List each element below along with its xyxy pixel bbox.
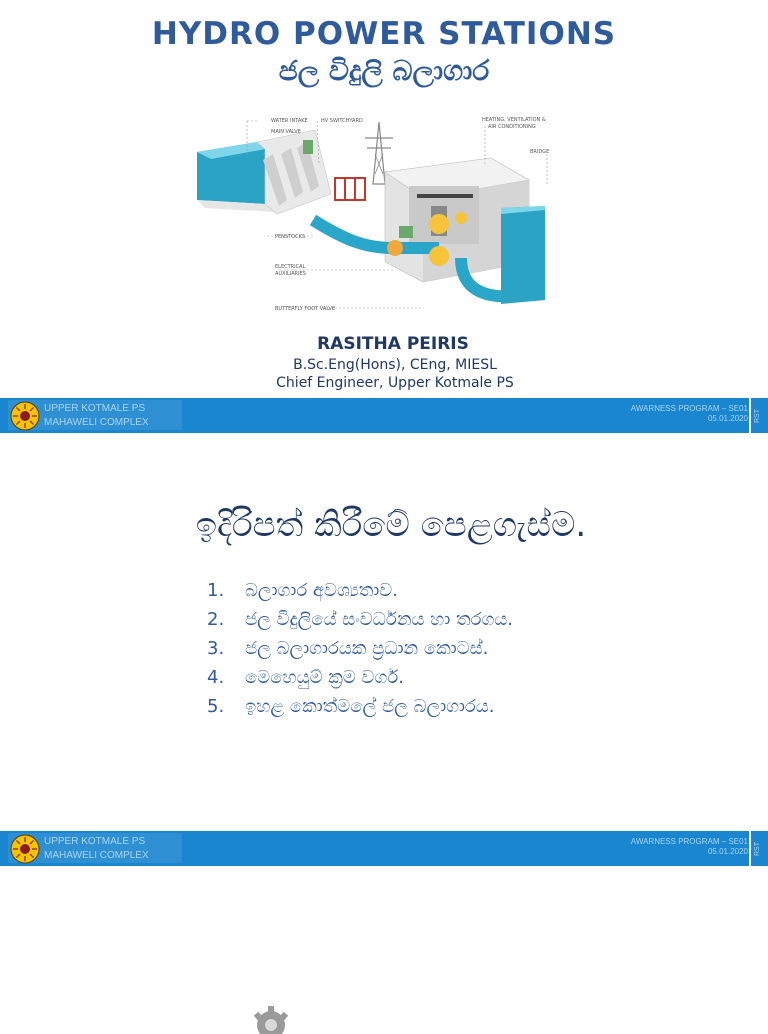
- label-hvac-1: HEATING, VENTILATION &: [482, 117, 546, 123]
- program-date: 05.01.2020: [707, 847, 748, 856]
- slide-footer: [0, 831, 768, 866]
- agenda-text: ජල බලාගාරයක ප්‍රධාන කොටස්.: [245, 638, 489, 659]
- org-complex: MAHAWELI COMPLEX: [44, 850, 149, 861]
- ceb-logo-icon: [10, 401, 40, 431]
- agenda-text: ජල විදුලියේ සංවර්ධනය හා තරගය.: [245, 609, 514, 630]
- slide-title-english: HYDRO POWER STATIONS: [151, 16, 617, 52]
- author-tag: RST: [754, 409, 761, 423]
- agenda-number: 4.: [207, 667, 225, 688]
- author-role: Chief Engineer, Upper Kotmale PS: [276, 375, 514, 391]
- agenda-item: [207, 636, 747, 665]
- program-date: 05.01.2020: [707, 414, 748, 423]
- label-hvac-2: AIR CONDITIONING: [488, 124, 536, 130]
- label-electrical-1: ELECTRICAL: [275, 264, 306, 270]
- org-name: UPPER KOTMALE PS: [44, 836, 146, 847]
- agenda-text: බලාගාර අවශ්‍යතාව.: [245, 580, 398, 601]
- agenda-item: [207, 578, 747, 607]
- agenda-item: [207, 665, 747, 694]
- label-penstocks: PENSTOCKS: [275, 234, 306, 240]
- agenda-list: [207, 578, 747, 723]
- slide-title-sinhala: ජල විදුලි බලාගාර: [278, 54, 490, 87]
- title-slide: [0, 0, 768, 398]
- agenda-title: ඉදිරිපත් කිරීමේ පෙළගැස්ම.: [195, 505, 587, 545]
- hydro-station-diagram: [195, 114, 555, 320]
- agenda-number: 2.: [207, 609, 225, 630]
- agenda-number: 3.: [207, 638, 225, 659]
- org-complex: MAHAWELI COMPLEX: [44, 417, 149, 428]
- label-bridge: BRIDGE: [530, 149, 550, 155]
- footer-divider: [749, 398, 751, 433]
- label-electrical-2: AUXILIARIES: [275, 271, 306, 277]
- label-water-intake: WATER INTAKE: [271, 118, 308, 124]
- label-hv-switchyard: HV SWITCHYARD: [321, 118, 363, 124]
- gear-icon: [250, 1004, 292, 1034]
- label-main-valve: MAIN VALVE: [271, 129, 301, 135]
- ceb-logo-icon: [10, 834, 40, 864]
- author-credentials: B.Sc.Eng(Hons), CEng, MIESL: [293, 357, 497, 373]
- agenda-item: [207, 607, 747, 636]
- org-name: UPPER KOTMALE PS: [44, 403, 146, 414]
- slide-footer: [0, 398, 768, 433]
- program-label: AWARNESS PROGRAM – SE01: [630, 837, 748, 846]
- footer-divider: [749, 831, 751, 866]
- agenda-text: ඉහළ කොත්මලේ ජල බලාගාරය.: [245, 696, 495, 717]
- agenda-item: [207, 694, 747, 723]
- agenda-text: මෙහෙයුම් ක්‍රම වර්ග.: [245, 667, 404, 688]
- agenda-number: 1.: [207, 580, 225, 601]
- author-tag: RST: [754, 842, 761, 856]
- author-name: RASITHA PEIRIS: [317, 334, 469, 354]
- agenda-number: 5.: [207, 696, 225, 717]
- label-butterfly-valve: BUTTERFLY FOOT VALVE: [275, 306, 336, 312]
- program-label: AWARNESS PROGRAM – SE01: [630, 404, 748, 413]
